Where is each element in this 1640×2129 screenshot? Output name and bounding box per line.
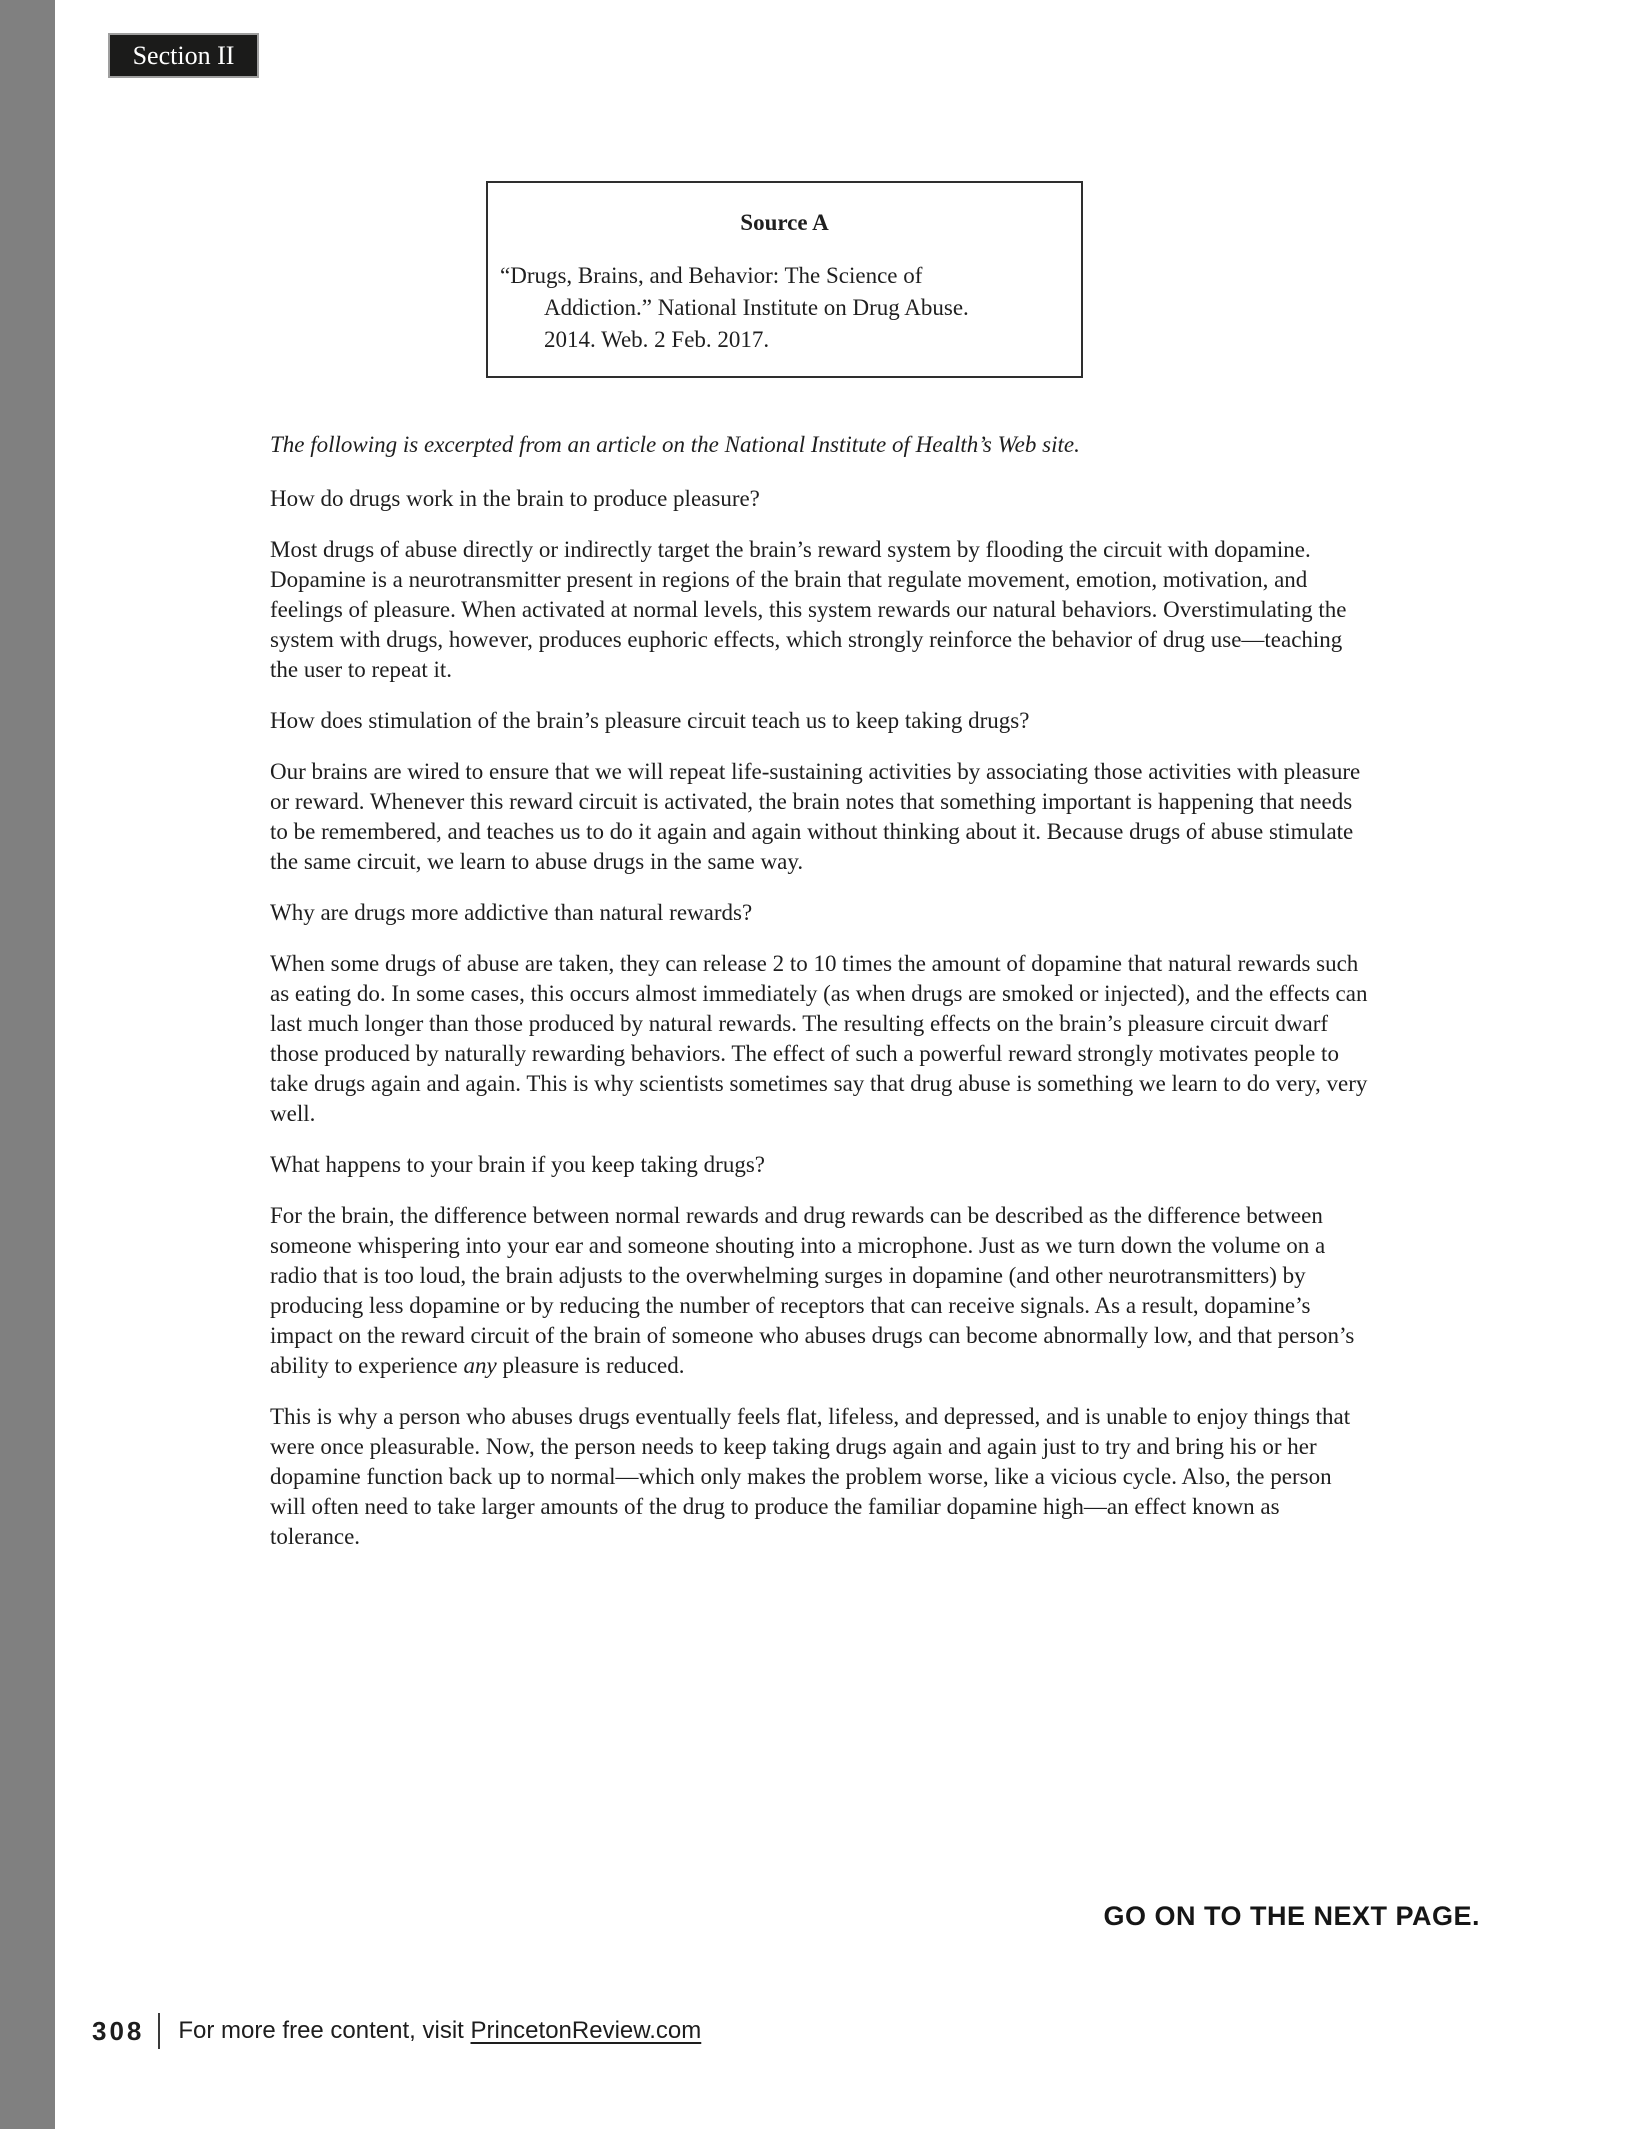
source-box bbox=[486, 181, 1083, 378]
go-on-instruction: GO ON TO THE NEXT PAGE. bbox=[1103, 1901, 1480, 1931]
italic-word: any bbox=[463, 1353, 497, 1378]
footer-prefix: For more free content, visit bbox=[178, 2017, 471, 2044]
paragraph-text: pleasure is reduced. bbox=[496, 1353, 685, 1378]
section-tab bbox=[108, 33, 259, 78]
passage-paragraph-2: Our brains are wired to ensure that we will repeat life-sustaining activities by associating those activities with pleasure or reward. Whenever this reward circuit is activated, the brain notes that something important is happening that needs to be remembered, and teaches us to do it again and again without thinking about it. Because drugs of abuse stimulate the same circuit, we learn to abuse drugs in the same way. bbox=[270, 759, 1361, 874]
passage-paragraph-3: When some drugs of abuse are taken, they can release 2 to 10 times the amount of dopamine that natural rewards such as eating do. In some cases, this occurs almost immediately (as when drugs are smoked or injected), and the effects can last much longer than those produced by natural rewards. The resulting effects on the brain’s pleasure circuit dwarf those produced by naturally rewarding behaviors. The effect of such a powerful reward strongly motivates people to take drugs again and again. This is why scientists sometimes say that drug abuse is something we learn to do very, very well. bbox=[270, 951, 1368, 1126]
passage-question-3: Why are drugs more addictive than natural rewards? bbox=[270, 900, 753, 925]
passage-question-2: How does stimulation of the brain’s pleasure circuit teach us to keep taking drugs? bbox=[270, 708, 1030, 733]
citation-line: “Drugs, Brains, and Behavior: The Science of bbox=[500, 263, 923, 288]
passage-question-1: How do drugs work in the brain to produce pleasure? bbox=[270, 486, 760, 511]
passage-paragraph-4 bbox=[270, 1201, 1372, 1381]
paragraph-text: For the brain, the difference between normal rewards and drug rewards can be described as the difference between someone whispering into your ear and someone shouting into a microphone. Just as we turn down the volume on a radio that is too loud, the brain adjusts to the overwhelming surges in dopamine (and other neurotransmitters) by producing less dopamine or by reducing the number of receptors that can receive signals. As a result, dopamine’s impact on the reward circuit of the brain of someone who abuses drugs can become abnormally low, and that person’s ability to experience bbox=[270, 1203, 1355, 1378]
princeton-review-link[interactable]: PrincetonReview.com bbox=[470, 2017, 702, 2044]
source-citation bbox=[500, 260, 1067, 356]
section-tab-label: Section II bbox=[132, 40, 235, 70]
passage-intro: The following is excerpted from an article on the National Institute of Health’s Web site. bbox=[270, 432, 1080, 457]
footer-text bbox=[178, 2017, 701, 2045]
page-number: 308 bbox=[92, 2015, 145, 2046]
page-footer bbox=[92, 2013, 701, 2049]
citation-line: Addiction.” National Institute on Drug Abuse. bbox=[544, 295, 969, 320]
passage-question-4: What happens to your brain if you keep taking drugs? bbox=[270, 1152, 766, 1177]
passage bbox=[270, 430, 1372, 1573]
source-title: Source A bbox=[740, 210, 829, 235]
citation-line: 2014. Web. 2 Feb. 2017. bbox=[544, 327, 770, 352]
passage-paragraph-5: This is why a person who abuses drugs eventually feels flat, lifeless, and depressed, and is unable to enjoy things that were once pleasurable. Now, the person needs to keep taking drugs again and again just to try and bring his or her dopamine function back up to normal—which only makes the problem worse, like a vicious cycle. Also, the person will often need to take larger amounts of the drug to produce the familiar dopamine high—an effect known as tolerance. bbox=[270, 1404, 1351, 1549]
footer-divider bbox=[158, 2013, 160, 2049]
passage-paragraph-1: Most drugs of abuse directly or indirectly target the brain’s reward system by flooding the circuit with dopamine. Dopamine is a neurotransmitter present in regions of the brain that regulate movement, emotion, motivation, and feelings of pleasure. When activated at normal levels, this system rewards our natural behaviors. Overstimulating the system with drugs, however, produces euphoric effects, which strongly reinforce the behavior of drug use—teaching the user to repeat it. bbox=[270, 537, 1347, 682]
page-edge-bar bbox=[0, 0, 55, 2129]
